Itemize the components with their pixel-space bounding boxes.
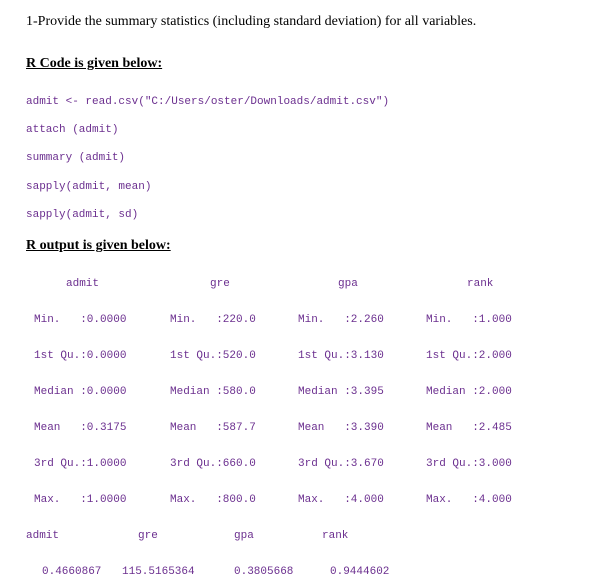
code-line: summary (admit): [26, 152, 126, 164]
summary-cell: Max. :4.000: [426, 494, 512, 506]
summary-cell: Mean :3.390: [298, 422, 384, 434]
summary-cell: Max. :1.0000: [34, 494, 127, 506]
summary-header-gpa: gpa: [338, 278, 358, 290]
code-line: sapply(admit, sd): [26, 209, 139, 221]
sd-header-rank: rank: [322, 530, 349, 542]
summary-cell: Max. :4.000: [298, 494, 384, 506]
sd-header-admit: admit: [26, 530, 60, 542]
summary-cell: Min. :0.0000: [34, 314, 127, 326]
sd-header-gpa: gpa: [234, 530, 254, 542]
summary-cell: Min. :1.000: [426, 314, 512, 326]
summary-cell: Min. :220.0: [170, 314, 256, 326]
summary-cell: Median :580.0: [170, 386, 256, 398]
output-heading: R output is given below:: [26, 238, 171, 253]
sd-value-gre: 115.5165364: [122, 566, 195, 578]
summary-cell: 3rd Qu.:1.0000: [34, 458, 127, 470]
summary-cell: 1st Qu.:0.0000: [34, 350, 127, 362]
sd-header-gre: gre: [138, 530, 158, 542]
summary-cell: Mean :587.7: [170, 422, 256, 434]
summary-cell: Median :2.000: [426, 386, 512, 398]
summary-cell: Median :3.395: [298, 386, 384, 398]
summary-header-gre: gre: [210, 278, 230, 290]
summary-cell: 3rd Qu.:3.670: [298, 458, 384, 470]
summary-cell: 1st Qu.:520.0: [170, 350, 256, 362]
summary-cell: Median :0.0000: [34, 386, 127, 398]
code-line: attach (admit): [26, 124, 119, 136]
summary-cell: Mean :0.3175: [34, 422, 127, 434]
question-text: 1-Provide the summary statistics (including standard deviation) for all variables.: [26, 14, 477, 29]
code-heading: R Code is given below:: [26, 56, 163, 71]
summary-cell: 1st Qu.:3.130: [298, 350, 384, 362]
summary-header-admit: admit: [66, 278, 100, 290]
summary-cell: 3rd Qu.:660.0: [170, 458, 256, 470]
code-line: sapply(admit, mean): [26, 181, 152, 193]
summary-cell: Mean :2.485: [426, 422, 512, 434]
summary-header-rank: rank: [467, 278, 494, 290]
sd-value-admit: 0.4660867: [42, 566, 102, 578]
sd-value-gpa: 0.3805668: [234, 566, 294, 578]
summary-cell: 3rd Qu.:3.000: [426, 458, 512, 470]
summary-cell: Max. :800.0: [170, 494, 256, 506]
summary-cell: Min. :2.260: [298, 314, 384, 326]
summary-cell: 1st Qu.:2.000: [426, 350, 512, 362]
code-line: admit <- read.csv("C:/Users/oster/Downloads/admit.csv"): [26, 96, 390, 108]
sd-value-rank: 0.9444602: [330, 566, 390, 578]
